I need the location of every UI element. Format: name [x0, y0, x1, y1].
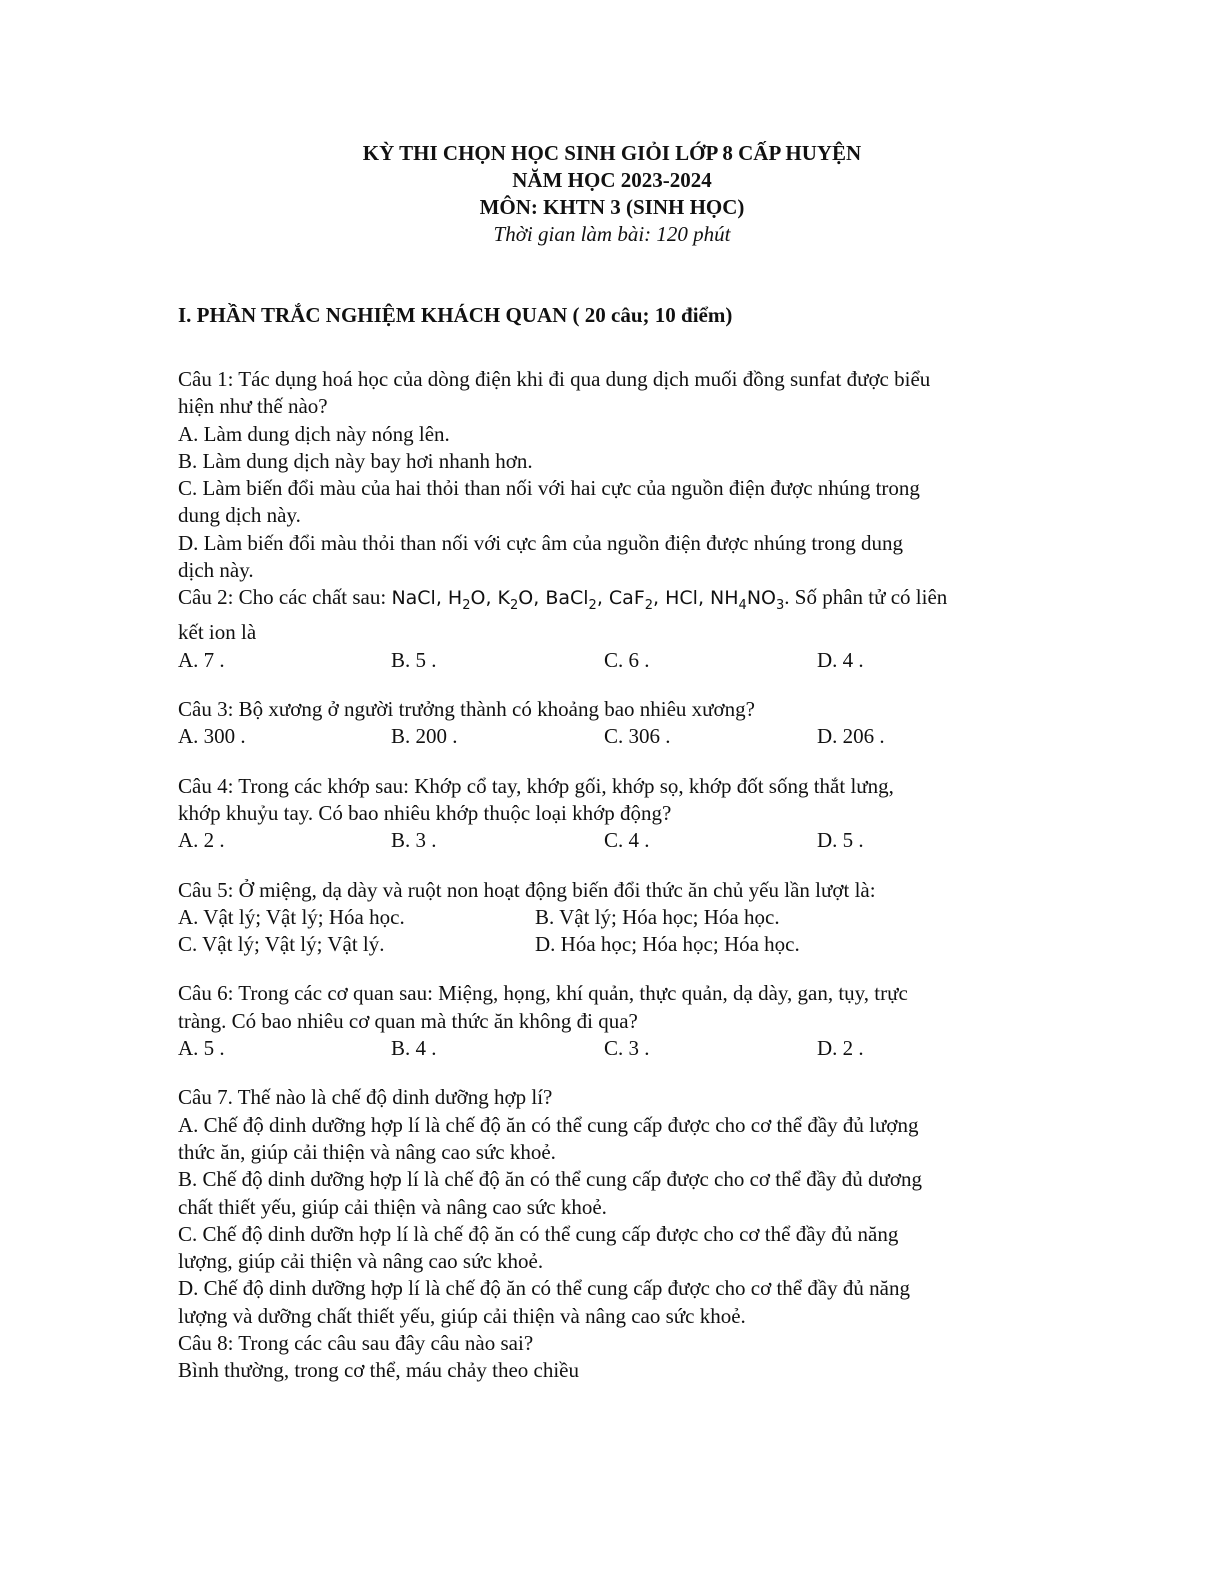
question-text: Câu 5: Ở miệng, dạ dày và ruột non hoạt động biến đổi thức ăn chủ yếu lần lượt là:: [178, 877, 876, 902]
question-text: [178, 584, 1048, 619]
option-b: B. Chế độ dinh dưỡng hợp lí là chế độ ăn có thể cung cấp được cho cơ thể đầy đủ dương: [178, 1167, 923, 1192]
question-text: Câu 3: Bộ xương ở người trưởng thành có khoảng bao nhiêu xương?: [178, 697, 755, 722]
chemical-formulas: NaCl, $H_2O$, $K_2O$, BaCl$_2$, CaF$_2$, HCl, $NH_4NO_3$: [391, 587, 785, 614]
option-b: B. Vật lý; Hóa học; Hóa học.: [535, 904, 780, 929]
options-row: [178, 931, 1048, 958]
option-b-cont: chất thiết yếu, giúp cải thiện và nâng cao sức khoẻ.: [178, 1194, 607, 1219]
option-c: C. 6 .: [604, 647, 650, 672]
option-a: A. 7 .: [178, 647, 225, 672]
option-d-cont: dịch này.: [178, 558, 254, 583]
option-a: A. 2 .: [178, 828, 225, 853]
section-title: I. PHẦN TRẮC NGHIỆM KHÁCH QUAN ( 20 câu; 10 điểm): [178, 303, 733, 327]
question-text: Câu 4: Trong các khớp sau: Khớp cổ tay, khớp gối, khớp sọ, khớp đốt sống thắt lưng,: [178, 773, 894, 798]
question-4: [178, 773, 1048, 855]
option-c: C. 306 .: [604, 724, 671, 749]
question-text: Câu 8: Trong các câu sau đây câu nào sai?: [178, 1331, 534, 1355]
option-d: D. 2 .: [817, 1036, 864, 1061]
question-suffix: . Số phân tử có liên: [784, 585, 948, 610]
question-2: [178, 584, 1048, 674]
option-d: D. 4 .: [817, 647, 864, 672]
options-row: [178, 647, 1048, 674]
time-limit: Thời gian làm bài: 120 phút: [493, 222, 731, 246]
school-year: NĂM HỌC 2023-2024: [512, 168, 712, 192]
exam-page: [178, 140, 1048, 1385]
option-b: B. 4 .: [391, 1036, 437, 1061]
question-text: kết ion là: [178, 620, 257, 645]
question-6: [178, 980, 1048, 1062]
option-c: C. 4 .: [604, 828, 650, 853]
options-row: [178, 1035, 1048, 1062]
option-a-cont: thức ăn, giúp cải thiện và nâng cao sức khoẻ.: [178, 1139, 556, 1164]
question-text: Câu 1: Tác dụng hoá học của dòng điện khi đi qua dung dịch muối đồng sunfat được biểu: [178, 367, 931, 391]
option-d: D. 5 .: [817, 828, 864, 853]
exam-header: [0, 140, 1224, 248]
options-row: [178, 904, 1048, 931]
question-1: [178, 366, 1048, 584]
option-d: D. Chế độ dinh dưỡng hợp lí là chế độ ăn có thể cung cấp được cho cơ thể đầy đủ năng: [178, 1276, 910, 1301]
question-text: Câu 7. Thế nào là chế độ dinh dưỡng hợp lí?: [178, 1085, 553, 1110]
question-text: tràng. Có bao nhiêu cơ quan mà thức ăn không đi qua?: [178, 1008, 638, 1033]
option-a: A. Vật lý; Vật lý; Hóa học.: [178, 904, 405, 929]
option-d: D. Hóa học; Hóa học; Hóa học.: [535, 932, 800, 957]
question-text: hiện như thế nào?: [178, 394, 328, 419]
option-d: D. 206 .: [817, 724, 885, 749]
question-text: Câu 6: Trong các cơ quan sau: Miệng, họng, khí quản, thực quản, dạ dày, gan, tụy, trực: [178, 981, 908, 1006]
option-c-cont: lượng, giúp cải thiện và nâng cao sức khoẻ.: [178, 1249, 544, 1274]
question-text: khớp khuỷu tay. Có bao nhiêu khớp thuộc loại khớp động?: [178, 800, 672, 825]
option-a: A. 5 .: [178, 1036, 225, 1061]
option-b: B. 5 .: [391, 647, 437, 672]
option-c: C. Chế độ dinh dưỡn hợp lí là chế độ ăn có thể cung cấp được cho cơ thể đầy đủ năng: [178, 1221, 899, 1246]
question-3: [178, 696, 1048, 751]
option-b: B. 200 .: [391, 724, 458, 749]
option-c: C. Vật lý; Vật lý; Vật lý.: [178, 932, 385, 957]
option-c-cont: dung dịch này.: [178, 503, 301, 528]
option-a: A. Làm dung dịch này nóng lên.: [178, 421, 450, 446]
question-5: [178, 877, 1048, 959]
option-b: B. 3 .: [391, 828, 437, 853]
question-text: Bình thường, trong cơ thể, máu chảy theo chiều: [178, 1358, 579, 1383]
subject: MÔN: KHTN 3 (SINH HỌC): [479, 195, 745, 219]
options-row: [178, 723, 1048, 750]
question-prefix: Câu 2: Cho các chất sau:: [178, 585, 392, 610]
option-d-cont: lượng và dưỡng chất thiết yếu, giúp cải thiện và nâng cao sức khoẻ.: [178, 1303, 746, 1328]
question-7: [178, 1084, 1048, 1330]
question-8: [178, 1330, 1048, 1385]
options-row: [178, 827, 1048, 854]
option-b: B. Làm dung dịch này bay hơi nhanh hơn.: [178, 448, 533, 473]
option-a: A. Chế độ dinh dưỡng hợp lí là chế độ ăn có thể cung cấp được cho cơ thể đầy đủ lượng: [178, 1112, 919, 1137]
option-c: C. Làm biến đổi màu của hai thỏi than nối với hai cực của nguồn điện được nhúng trong: [178, 476, 920, 501]
option-a: A. 300 .: [178, 724, 246, 749]
exam-title: KỲ THI CHỌN HỌC SINH GIỎI LỚP 8 CẤP HUYỆN: [362, 141, 862, 165]
option-d: D. Làm biến đổi màu thỏi than nối với cực âm của nguồn điện được nhúng trong dung: [178, 530, 904, 555]
option-c: C. 3 .: [604, 1036, 650, 1061]
